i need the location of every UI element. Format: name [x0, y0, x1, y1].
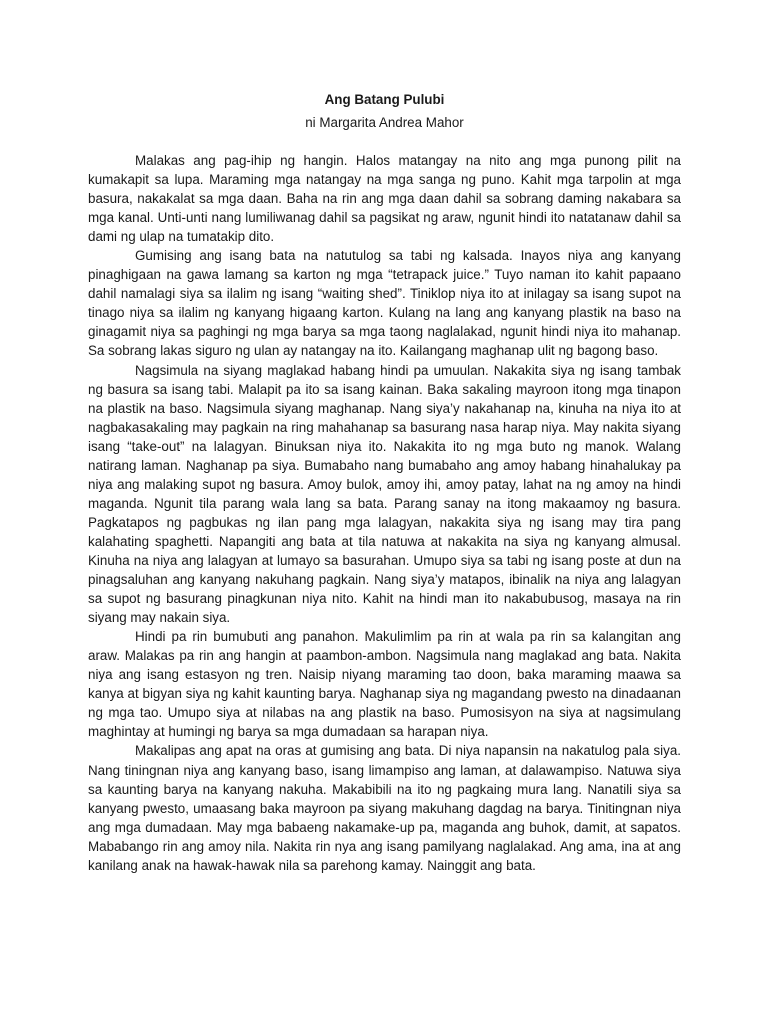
paragraph-3: Nagsimula na siyang maglakad habang hindi pa umuulan. Nakakita siya ng isang tambak ng basura sa isang tabi. Malapit pa ito sa isang kainan. Baka sakaling mayroon itong mga tinapon na plastik na baso. Nagsimula siyang maghanap. Nang siya’y nakahanap na, kinuha na niya ito at nagbakasakaling may pagkain na ring mahahanap sa basurang nasa harap niya. May nakita siyang isang “take-out” na lalagyan. Binuksan niya ito. Nakakita ito ng mga buto ng manok. Walang natirang laman. Naghanap pa siya. Bumabaho nang bumabaho ang amoy habang hinahalukay pa niya ang malaking supot ng basura. Amoy bulok, amoy ihi, amoy patay, lahat na ng amoy na hindi maganda. Ngunit tila parang wala lang sa bata. Parang sanay na itong makaamoy ng basura. Pagkatapos ng pagbukas ng ilan pang mga lalagyan, nakakita siya ng isang may tira pang kalahating spaghetti. Napangiti ang bata at tila natuwa at nakakita na siya ng kanyang almusal. Kinuha na niya ang lalagyan at lumayo sa basurahan. Umupo siya sa tabi ng isang poste at dun na pinagsaluhan ang kanyang nakuhang pagkain. Nang siya’y matapos, ibinalik na niya ang lalagyan sa supot ng basurang pinagkunan niya nito. Kahit na hindi man ito nakabubusog, masaya na rin siyang may nakain siya.: [88, 362, 681, 626]
document-body: [88, 151, 681, 875]
document-content: [88, 88, 681, 875]
document-title: Ang Batang Pulubi: [324, 92, 445, 107]
paragraph-2: Gumising ang isang bata na natutulog sa tabi ng kalsada. Inayos niya ang kanyang pinaghigaan na gawa lamang sa karton ng mga “tetrapack juice.” Tuyo naman ito kahit papaano dahil namalagi siya sa ilalim ng isang “waiting shed”. Tiniklop niya ito at inilagay sa isang supot na tinago niya sa ilalim ng kanyang higaang karton. Kulang na lang ang kanyang plastik na baso na ginagamit niya sa paghingi ng mga barya sa mga taong naglalakad, ngunit hindi niya ito mahanap. Sa sobrang lakas siguro ng ulan ay natangay na ito. Kailangang maghanap ulit ng bagong baso.: [88, 248, 681, 359]
paragraph-1: Malakas ang pag-ihip ng hangin. Halos matangay na nito ang mga punong pilit na kumakapit sa lupa. Maraming mga natangay na mga sanga ng puno. Kahit mga tarpolin at mga basura, nakakalat sa mga daan. Baha na rin ang mga daan dahil sa sobrang daming nakabara sa mga kanal. Unti-unti nang lumiliwanag dahil sa pagsikat ng araw, ngunit hindi ito natatanaw dahil sa dami ng ulap na tumatakip dito.: [88, 153, 681, 245]
paragraph-5: Makalipas ang apat na oras at gumising ang bata. Di niya napansin na nakatulog pala siya. Nang tiningnan niya ang kanyang baso, isang limampiso ang laman, at dalawampiso. Natuwa siya sa kaunting barya na kanyang nakuha. Makabibili na ito ng pagkaing mura lang. Nanatili siya sa kanyang pwesto, umaasang baka mayroon pa siyang makuhang dagdag na barya. Tinitingnan niya ang mga dumadaan. May mga babaeng nakamake-up pa, maganda ang buhok, damit, at sapatos. Mababango rin ang amoy nila. Nakita rin nya ang isang pamilyang naglalakad. Ang ama, ina at ang kanilang anak na hawak-hawak nila sa parehong kamay. Nainggit ang bata.: [88, 743, 681, 873]
paragraph-4: Hindi pa rin bumubuti ang panahon. Makulimlim pa rin at wala pa rin sa kalangitan ang araw. Malakas pa rin ang hangin at paambon-ambon. Nagsimula nang maglakad ang bata. Nakita niya ang isang estasyon ng tren. Naisip niyang maraming tao doon, baka maraming maawa sa kanya at bigyan siya ng kahit kaunting barya. Naghanap siya ng magandang pwesto na dinadaanan ng mga tao. Umupo siya at nilabas na ang plastik na baso. Pumosisyon na siya at nagsimulang maghintay at humingi ng barya sa mga dumadaan sa harapan niya.: [88, 629, 681, 740]
document-author: ni Margarita Andrea Mahor: [305, 115, 464, 130]
